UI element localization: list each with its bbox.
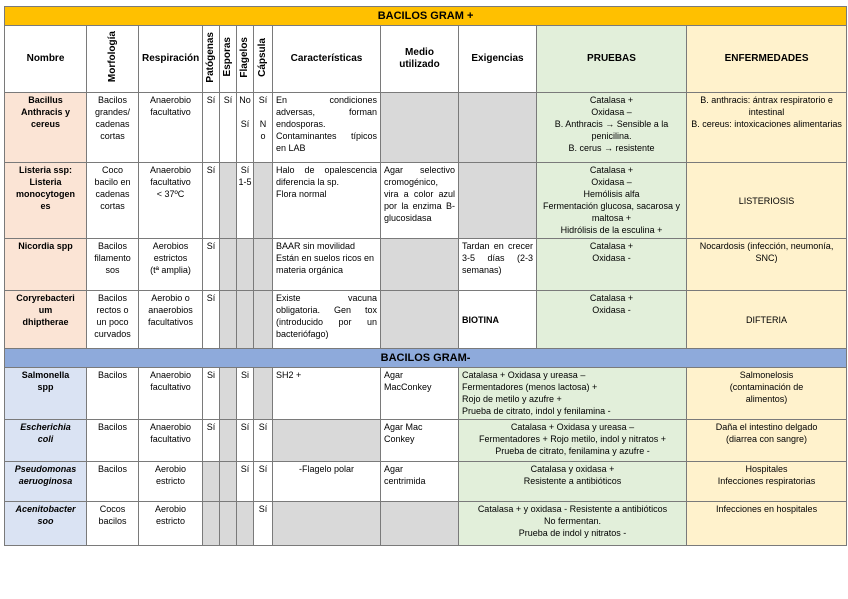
exigencias-cell xyxy=(459,93,537,163)
header-patogenas xyxy=(203,26,220,93)
pruebas-cell: Catalasa + y oxidasa - Resistente a antibióticos No fermentan. Prueba de indol y nitratos - xyxy=(459,502,687,546)
exigencias-cell: BIOTINA xyxy=(459,291,537,349)
capsula-cell: Sí xyxy=(254,420,273,462)
morfologia-cell: Coco bacilo en cadenas cortas xyxy=(87,163,139,239)
caracteristicas-cell xyxy=(273,502,381,546)
esporas-cell xyxy=(220,420,237,462)
bacteria-table-wrapper xyxy=(4,6,846,546)
respiracion-cell: Anaerobio facultativo xyxy=(139,368,203,420)
pruebas-cell: Catalasa + Oxidasa – Hemólisis alfa Fermentación glucosa, sacarosa y maltosa + Hidrólisis de la esculina + xyxy=(537,163,687,239)
gram-negative-title-row xyxy=(5,349,847,368)
respiracion-cell: Aerobio o anaerobios facultativos xyxy=(139,291,203,349)
bacteria-name: Nicordia spp xyxy=(5,239,87,291)
respiracion-cell: Anaerobio facultativo xyxy=(139,93,203,163)
bacteria-name: Escherichia coli xyxy=(5,420,87,462)
header-enfermedades: ENFERMEDADES xyxy=(687,26,847,93)
patogenas-cell: Sí xyxy=(203,291,220,349)
capsula-cell: Sí xyxy=(254,502,273,546)
caracteristicas-cell: BAAR sin movilidad Están en suelos ricos en materia orgánica xyxy=(273,239,381,291)
table-row xyxy=(5,462,847,502)
patogenas-cell: Sí xyxy=(203,93,220,163)
morfologia-cell: Bacilos grandes/ cadenas cortas xyxy=(87,93,139,163)
respiracion-cell: Anaerobio facultativo < 37ºC xyxy=(139,163,203,239)
flagelos-cell xyxy=(237,239,254,291)
bacteria-name: Bacillus Anthracis y cereus xyxy=(5,93,87,163)
header-esporas xyxy=(220,26,237,93)
patogenas-cell: Sí xyxy=(203,239,220,291)
bacteria-name: Acenitobacter soo xyxy=(5,502,87,546)
capsula-cell: Sí N o xyxy=(254,93,273,163)
respiracion-cell: Aerobios estrictos (tª amplia) xyxy=(139,239,203,291)
esporas-cell xyxy=(220,163,237,239)
patogenas-cell: Sí xyxy=(203,163,220,239)
bacteria-name: Coryrebacteri um dhiptherae xyxy=(5,291,87,349)
bacteria-name: Listeria ssp: Listeria monocytogen es xyxy=(5,163,87,239)
capsula-cell xyxy=(254,239,273,291)
esporas-cell xyxy=(220,502,237,546)
morfologia-cell: Bacilos filamento sos xyxy=(87,239,139,291)
enfermedades-cell: Nocardosis (infección, neumonía, SNC) xyxy=(687,239,847,291)
pruebas-cell: Catalasa + Oxidasa - xyxy=(537,291,687,349)
capsula-cell xyxy=(254,291,273,349)
enfermedades-cell: DIFTERIA xyxy=(687,291,847,349)
table-row xyxy=(5,93,847,163)
header-flagelos xyxy=(237,26,254,93)
table-row xyxy=(5,420,847,462)
morfologia-cell: Bacilos rectos o un poco curvados xyxy=(87,291,139,349)
header-respiracion: Respiración xyxy=(139,26,203,93)
gram-positive-title-row xyxy=(5,7,847,26)
patogenas-cell: Si xyxy=(203,368,220,420)
exigencias-cell xyxy=(459,163,537,239)
bacteria-name: Salmonella spp xyxy=(5,368,87,420)
enfermedades-cell: Salmonelosis (contaminación de alimentos) xyxy=(687,368,847,420)
header-capsula-label: Cápsula xyxy=(257,37,268,77)
pruebas-cell: Catalasa + Oxidasa y ureasa – Fermentadores (menos lactosa) + Rojo de metilo y azufre + Prueba de citrato, indol y fenilamina - xyxy=(459,368,687,420)
medio-cell xyxy=(381,502,459,546)
header-flagelos-label: Flagelos xyxy=(239,36,250,78)
capsula-cell: Sí xyxy=(254,462,273,502)
flagelos-cell: Si xyxy=(237,368,254,420)
flagelos-cell: Sí 1-5 xyxy=(237,163,254,239)
pruebas-cell: Catalasa + Oxidasa - xyxy=(537,239,687,291)
pruebas-cell: Catalasa + Oxidasa – B. Anthracis → Sensible a la penicilina. B. cerus → resistente xyxy=(537,93,687,163)
header-medio: Medio utilizado xyxy=(381,26,459,93)
gram-positive-title: BACILOS GRAM + xyxy=(5,7,847,26)
header-caracteristicas: Características xyxy=(273,26,381,93)
header-row xyxy=(5,26,847,93)
morfologia-cell: Bacilos xyxy=(87,462,139,502)
medio-cell xyxy=(381,239,459,291)
medio-cell: Agar selectivo cromogénico, vira a color azul por la enzima B-glucosidasa xyxy=(381,163,459,239)
medio-cell: Agar Mac Conkey xyxy=(381,420,459,462)
exigencias-cell: Tardan en crecer 3-5 días (2-3 semanas) xyxy=(459,239,537,291)
caracteristicas-cell xyxy=(273,420,381,462)
respiracion-cell: Aerobio estricto xyxy=(139,462,203,502)
table-row xyxy=(5,163,847,239)
patogenas-cell xyxy=(203,462,220,502)
patogenas-cell xyxy=(203,502,220,546)
caracteristicas-cell: SH2 + xyxy=(273,368,381,420)
flagelos-cell: No Sí xyxy=(237,93,254,163)
table-row xyxy=(5,239,847,291)
patogenas-cell: Sí xyxy=(203,420,220,462)
header-esporas-label: Esporas xyxy=(222,37,233,77)
header-patogenas-label: Patógenas xyxy=(205,31,216,83)
flagelos-cell: Sí xyxy=(237,420,254,462)
header-capsula xyxy=(254,26,273,93)
table-row xyxy=(5,291,847,349)
morfologia-cell: Bacilos xyxy=(87,420,139,462)
capsula-cell xyxy=(254,368,273,420)
medio-cell xyxy=(381,291,459,349)
morfologia-cell: Bacilos xyxy=(87,368,139,420)
header-nombre: Nombre xyxy=(5,26,87,93)
caracteristicas-cell: Halo de opalescencia diferencia la sp. Flora normal xyxy=(273,163,381,239)
capsula-cell xyxy=(254,163,273,239)
esporas-cell xyxy=(220,239,237,291)
table-row xyxy=(5,368,847,420)
enfermedades-cell: B. anthracis: ántrax respiratorio e intestinal B. cereus: intoxicaciones alimentarias xyxy=(687,93,847,163)
medio-cell xyxy=(381,93,459,163)
enfermedades-cell: Hospitales Infecciones respiratorias xyxy=(687,462,847,502)
gram-negative-title: BACILOS GRAM- xyxy=(5,349,847,368)
esporas-cell xyxy=(220,462,237,502)
enfermedades-cell: Infecciones en hospitales xyxy=(687,502,847,546)
pruebas-cell: Catalasa y oxidasa + Resistente a antibióticos xyxy=(459,462,687,502)
respiracion-cell: Aerobio estricto xyxy=(139,502,203,546)
pruebas-cell: Catalasa + Oxidasa y ureasa – Fermentadores + Rojo metilo, indol y nitratos + Prueba de citrato, fenilamina y azufre - xyxy=(459,420,687,462)
medio-cell: Agar MacConkey xyxy=(381,368,459,420)
caracteristicas-cell: En condiciones adversas, forman endosporas. Contaminantes típicos en LAB xyxy=(273,93,381,163)
caracteristicas-cell: -Flagelo polar xyxy=(273,462,381,502)
header-pruebas: PRUEBAS xyxy=(537,26,687,93)
bacteria-name: Pseudomonas aeruoginosa xyxy=(5,462,87,502)
enfermedades-cell: Daña el intestino delgado (diarrea con sangre) xyxy=(687,420,847,462)
caracteristicas-cell: Existe vacuna obligatoria. Gen tox (introducido por un bacteriófago) xyxy=(273,291,381,349)
table-row xyxy=(5,502,847,546)
esporas-cell: Sí xyxy=(220,93,237,163)
respiracion-cell: Anaerobio facultativo xyxy=(139,420,203,462)
medio-cell: Agar centrimida xyxy=(381,462,459,502)
flagelos-cell: Sí xyxy=(237,462,254,502)
flagelos-cell xyxy=(237,502,254,546)
morfologia-cell: Cocos bacilos xyxy=(87,502,139,546)
enfermedades-cell: LISTERIOSIS xyxy=(687,163,847,239)
header-morfologia xyxy=(87,26,139,93)
esporas-cell xyxy=(220,368,237,420)
header-morfologia-label: Morfología xyxy=(106,31,118,83)
flagelos-cell xyxy=(237,291,254,349)
header-exigencias: Exigencias xyxy=(459,26,537,93)
esporas-cell xyxy=(220,291,237,349)
bacteria-table xyxy=(4,6,847,546)
